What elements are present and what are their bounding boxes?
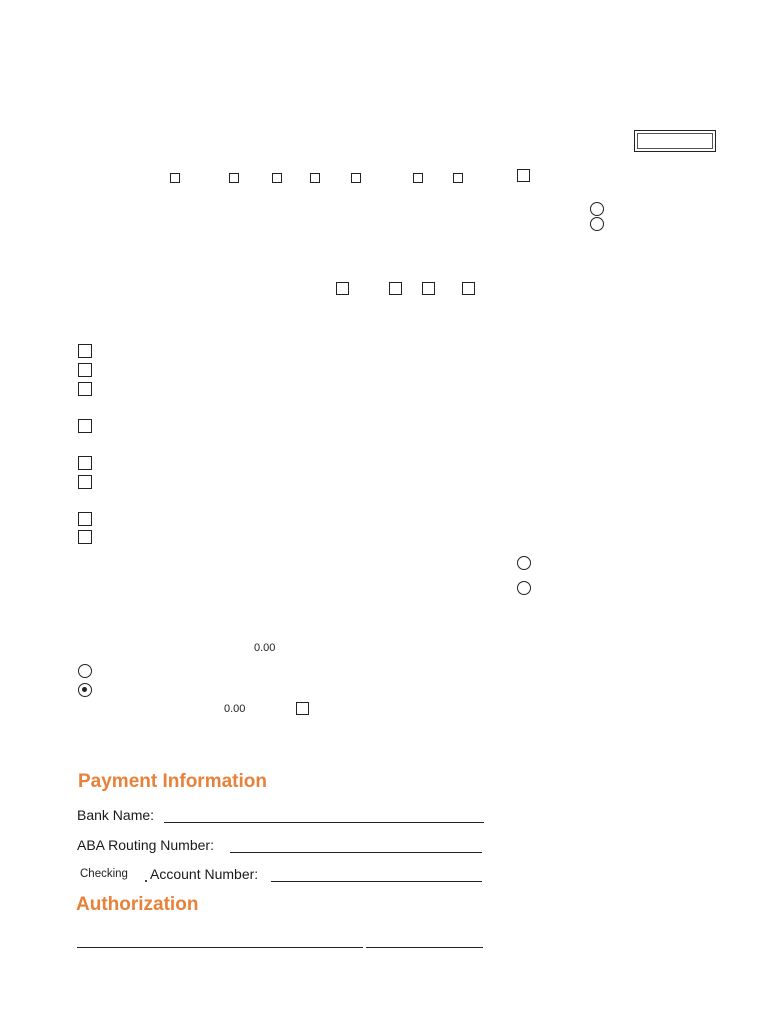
account-type-dropdown-marker (145, 880, 147, 882)
signature-line[interactable] (77, 947, 363, 948)
amount-checkbox[interactable] (296, 702, 309, 715)
list-checkbox-6[interactable] (78, 475, 92, 489)
routing-number-label: ABA Routing Number: (77, 837, 214, 853)
list-checkbox-4[interactable] (78, 419, 92, 433)
list-checkbox-1[interactable] (78, 344, 92, 358)
list-checkbox-3[interactable] (78, 382, 92, 396)
option-checkbox-4[interactable] (310, 173, 320, 183)
option-checkbox-2[interactable] (229, 173, 239, 183)
bank-name-label: Bank Name: (77, 807, 155, 823)
option-checkbox-7[interactable] (453, 173, 463, 183)
routing-number-field[interactable] (230, 852, 482, 853)
account-number-field[interactable] (271, 881, 482, 882)
payment-information-heading: Payment Information (78, 771, 267, 792)
top-text-field[interactable] (634, 130, 716, 152)
right-radio-1[interactable] (517, 556, 531, 570)
option-checkbox-1[interactable] (170, 173, 180, 183)
middle-checkbox-1[interactable] (336, 282, 349, 295)
top-radio-1[interactable] (590, 202, 604, 216)
option-checkbox-3[interactable] (272, 173, 282, 183)
middle-checkbox-2[interactable] (389, 282, 402, 295)
middle-checkbox-4[interactable] (462, 282, 475, 295)
list-checkbox-7[interactable] (78, 512, 92, 526)
payment-radio-2-selected[interactable] (78, 683, 92, 697)
option-checkbox-8[interactable] (517, 169, 530, 182)
list-checkbox-5[interactable] (78, 456, 92, 470)
authorization-heading: Authorization (76, 894, 199, 915)
list-checkbox-2[interactable] (78, 363, 92, 377)
option-checkbox-6[interactable] (413, 173, 423, 183)
amount-field-2[interactable]: 0.00 (224, 703, 246, 715)
right-radio-2[interactable] (517, 581, 531, 595)
option-checkbox-5[interactable] (351, 173, 361, 183)
payment-radio-1[interactable] (78, 664, 92, 678)
account-number-label: Account Number: (150, 866, 259, 882)
bank-name-field[interactable] (164, 822, 484, 823)
top-radio-2[interactable] (590, 217, 604, 231)
amount-field-1[interactable]: 0.00 (254, 642, 276, 654)
date-line[interactable] (366, 947, 483, 948)
middle-checkbox-3[interactable] (422, 282, 435, 295)
list-checkbox-8[interactable] (78, 530, 92, 544)
account-type-select[interactable]: Checking (80, 868, 128, 880)
